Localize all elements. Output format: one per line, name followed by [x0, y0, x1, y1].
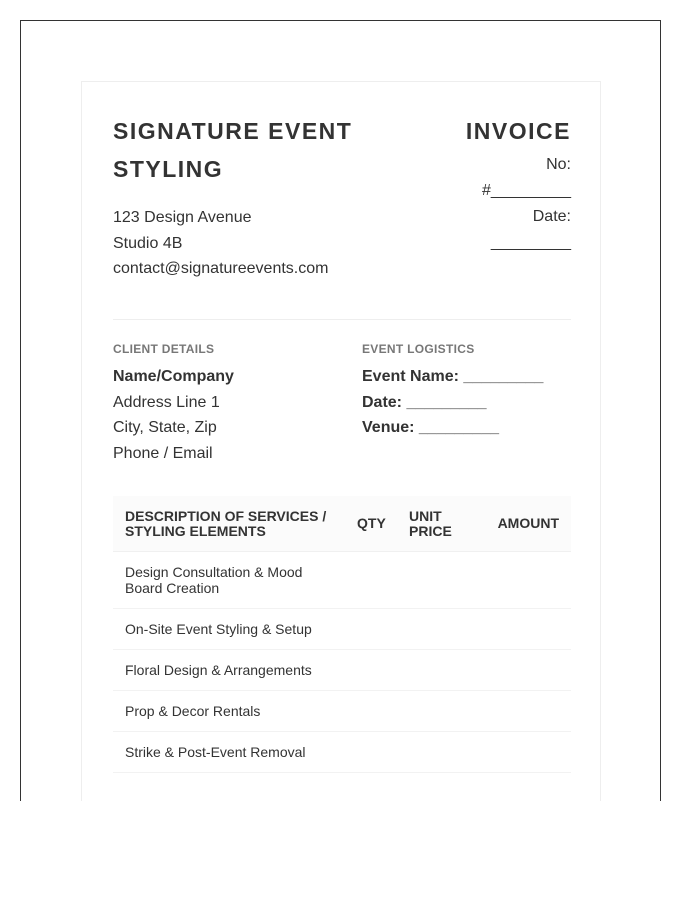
client-address: Address Line 1	[113, 393, 220, 411]
invoice-sheet	[81, 81, 601, 801]
company-address	[113, 205, 328, 282]
row-qty	[351, 691, 397, 732]
header-qty: QTY	[351, 496, 397, 552]
row-unit-price	[397, 732, 479, 773]
table-row	[113, 650, 571, 691]
row-unit-price	[397, 609, 479, 650]
row-qty	[351, 650, 397, 691]
row-amount	[479, 552, 571, 609]
company-name-line2: STYLING	[113, 156, 224, 182]
invoice-header	[431, 112, 571, 256]
row-description: Floral Design & Arrangements	[113, 650, 351, 691]
row-description: Prop & Decor Rentals	[113, 691, 351, 732]
header-unit-price: UNIT PRICE	[397, 496, 479, 552]
invoice-date-field: _________	[490, 234, 571, 251]
event-logistics-section	[362, 342, 571, 441]
client-name: Name/Company	[113, 368, 234, 385]
row-qty	[351, 552, 397, 609]
event-date-field: Date: _________	[362, 393, 487, 411]
row-qty	[351, 609, 397, 650]
invoice-meta	[431, 152, 571, 256]
table-row	[113, 552, 571, 609]
services-table	[113, 496, 571, 773]
company-name	[113, 112, 383, 188]
event-venue-field: Venue: _________	[362, 419, 499, 436]
invoice-date-label: Date:	[532, 208, 571, 225]
row-amount	[479, 650, 571, 691]
table-row	[113, 691, 571, 732]
event-name-field: Event Name: _________	[362, 368, 544, 385]
header-description: DESCRIPTION OF SERVICES / STYLING ELEMENTS	[113, 496, 351, 552]
row-description: Design Consultation & Mood Board Creation	[113, 552, 351, 609]
row-amount	[479, 691, 571, 732]
company-email: contact@signatureevents.com	[113, 260, 329, 277]
row-amount	[479, 609, 571, 650]
table-header-row	[113, 496, 571, 552]
header-divider	[113, 319, 571, 320]
table-row	[113, 609, 571, 650]
invoice-number-field: #_________	[482, 182, 571, 199]
row-description: Strike & Post-Event Removal	[113, 732, 351, 773]
row-unit-price	[397, 552, 479, 609]
client-details-section	[113, 342, 353, 466]
client-details-label: CLIENT DETAILS	[113, 342, 215, 356]
row-unit-price	[397, 650, 479, 691]
invoice-number-label: No:	[546, 156, 571, 173]
client-contact: Phone / Email	[113, 444, 213, 462]
company-address-line2: Studio 4B	[113, 234, 183, 252]
table-row	[113, 732, 571, 773]
row-amount	[479, 732, 571, 773]
company-address-line1: 123 Design Avenue	[113, 209, 252, 226]
row-qty	[351, 732, 397, 773]
event-logistics-label: EVENT LOGISTICS	[362, 342, 475, 356]
header-amount: AMOUNT	[479, 496, 571, 552]
row-description: On-Site Event Styling & Setup	[113, 609, 351, 650]
client-city: City, State, Zip	[113, 419, 217, 436]
invoice-title: INVOICE	[465, 118, 571, 144]
row-unit-price	[397, 691, 479, 732]
company-name-line1: SIGNATURE EVENT	[113, 118, 353, 144]
